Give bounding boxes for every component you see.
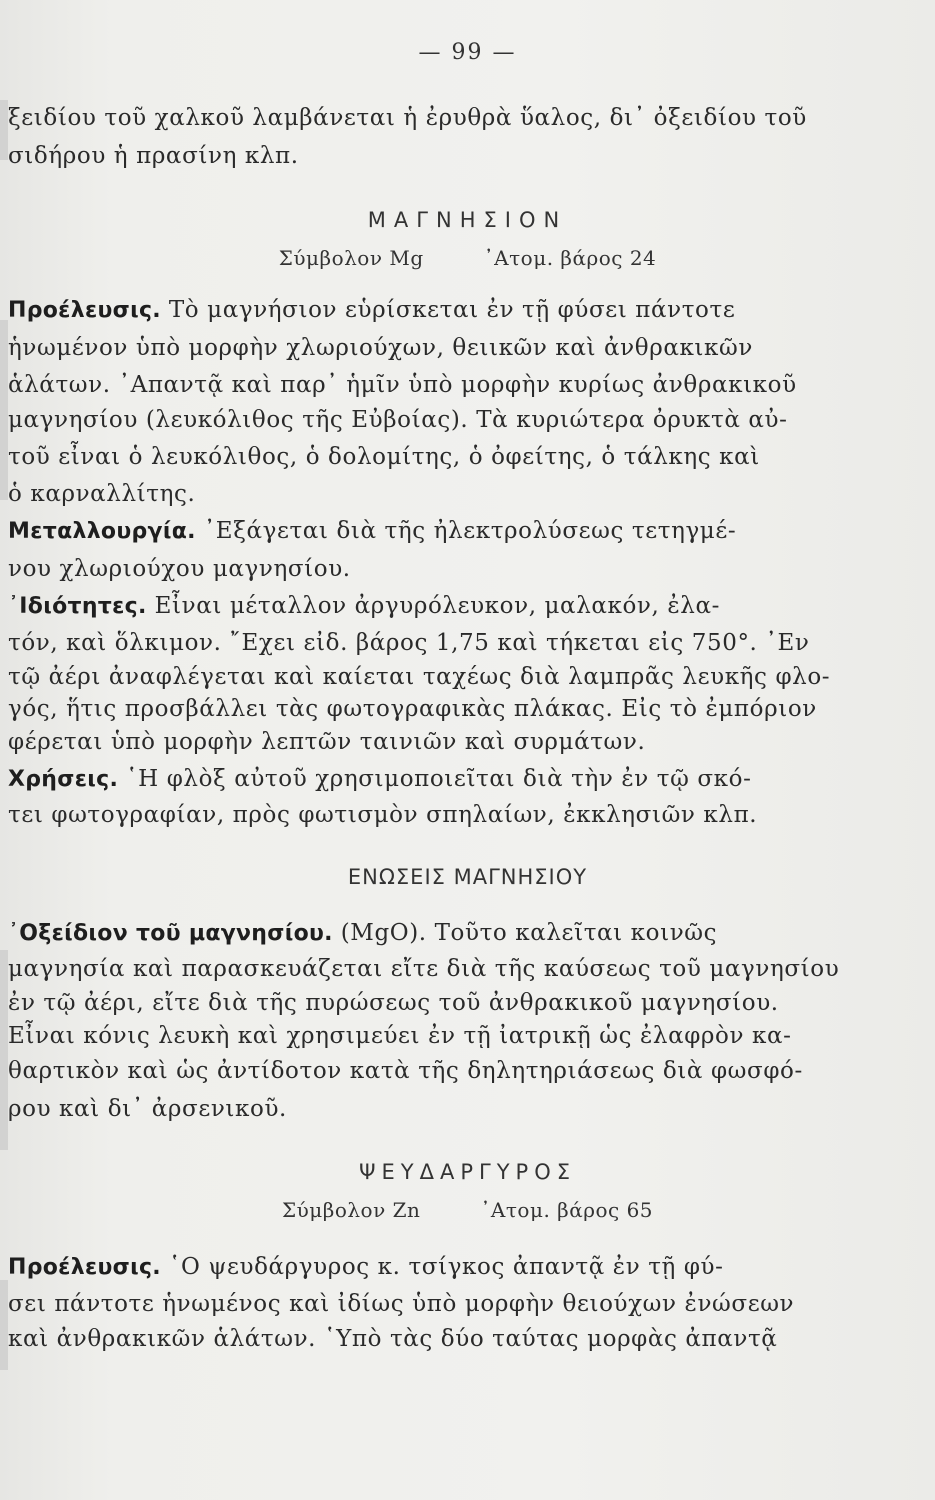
zinc-subheading (0, 1198, 935, 1222)
section-term: Προέλευσις. (8, 1255, 161, 1280)
text-line (8, 515, 808, 548)
text-line: ξειδίου τοῦ χαλκοῦ λαμβάνεται ἡ ἐρυθρὰ ὕαλος, δι᾿ ὀξειδίου τοῦ (8, 105, 807, 131)
text-line: σιδήρου ἡ πρασίνη κλπ. (8, 143, 299, 169)
line-text: τοῦ εἶναι ὁ λευκόλιθος, ὁ δολομίτης, ὁ ὀφείτης, ὁ τάλκης καὶ (8, 444, 760, 470)
text-line (8, 799, 808, 832)
section-term: Χρήσεις. (8, 767, 119, 792)
text-line (8, 369, 808, 402)
text-line (8, 726, 808, 759)
text-line (8, 1251, 808, 1284)
text-line (8, 441, 808, 474)
line-text: ἡνωμένον ὑπὸ μορφὴν χλωριούχων, θειικῶν καὶ ἀνθρακικῶν (8, 335, 753, 361)
text-line (8, 1288, 808, 1321)
text-line (8, 478, 808, 511)
line-text: μαγνησία καὶ παρασκευάζεται εἴτε διὰ τῆς καύσεως τοῦ μαγνησίου (8, 956, 840, 982)
text-line (8, 332, 808, 365)
compounds-heading: ΕΝΩΣΕΙΣ ΜΑΓΝΗΣΙΟΥ (347, 865, 588, 889)
zinc-heading: ΨΕΥΔΑΡΓΥΡΟΣ (358, 1160, 576, 1184)
line-text: ἐν τῷ ἀέρι, εἴτε διὰ τῆς πυρώσεως τοῦ ἀνθρακικοῦ μαγνησίου. (8, 990, 779, 1016)
text-line (8, 590, 808, 623)
section-term: Μεταλλουργία. (8, 519, 196, 544)
text-line (8, 1093, 808, 1126)
line-text: τόν, καὶ ὅλκιμον. ῎Εχει εἰδ. βάρος 1,75 καὶ τήκεται εἰς 750°. ᾿Εν (8, 630, 810, 656)
line-text: ᾿Εξάγεται διὰ τῆς ἠλεκτρολύσεως τετηγμέ- (195, 518, 737, 544)
line-text: νου χλωριούχου μαγνησίου. (8, 556, 351, 582)
text-line (8, 294, 808, 327)
line-text: θαρτικὸν καὶ ὡς ἀντίδοτον κατὰ τῆς δηλητηριάσεως διὰ φωσφό- (8, 1058, 803, 1084)
page-edge-shadow (0, 1280, 8, 1370)
line-text: γός, ἥτις προσβάλλει τὰς φωτογραφικὰς πλάκας. Εἰς τὸ ἐμπόριον (8, 696, 817, 722)
text-line (8, 627, 808, 660)
section-term: ᾿Οξείδιον τοῦ μαγνησίου. (8, 921, 333, 946)
line-text: ὁ καρναλλίτης. (8, 481, 196, 507)
line-text: φέρεται ὑπὸ μορφὴν λεπτῶν ταινιῶν καὶ συρμάτων. (8, 729, 646, 755)
line-text: ῾Ο ψευδάργυρος κ. τσίγκος ἀπαντᾷ ἐν τῇ φύ- (160, 1254, 724, 1280)
text-line (8, 1055, 808, 1088)
magnesium-heading: ΜΑΓΝΗΣΙΟΝ (367, 208, 568, 232)
line-text: καὶ ἀνθρακικῶν ἁλάτων. ῾Υπὸ τὰς δύο ταύτας μορφὰς ἀπαντᾷ (8, 1326, 778, 1352)
text-line (8, 661, 831, 694)
magnesium-symbol: Σύμβολον Mg (278, 246, 424, 270)
page-number: — 99 — (418, 40, 517, 65)
text-line (8, 953, 840, 986)
page-edge-shadow (0, 100, 8, 160)
line-text: τει φωτογραφίαν, πρὸς φωτισμὸν σπηλαίων, ἐκκλησιῶν κλπ. (8, 802, 758, 828)
text-line (8, 693, 817, 726)
text-line (8, 404, 808, 437)
line-text: Εἶναι μέταλλον ἀργυρόλευκον, μαλακόν, ἐλα- (146, 593, 720, 619)
page-edge-shadow (0, 320, 8, 500)
line-text: σει πάντοτε ἡνωμένος καὶ ἰδίως ὑπὸ μορφὴν θειούχων ἐνώσεων (8, 1291, 795, 1317)
magnesium-subheading (0, 246, 935, 270)
text-line (8, 1020, 808, 1053)
line-text: Τὸ μαγνήσιον εὑρίσκεται ἐν τῇ φύσει πάντοτε (160, 297, 736, 323)
line-text: ῾Η φλὸξ αὐτοῦ χρησιμοποιεῖται διὰ τὴν ἐν τῷ σκό- (118, 766, 752, 792)
text-line (8, 1323, 808, 1356)
section-term: ᾿Ιδιότητες. (8, 594, 147, 619)
line-text: ρου καὶ δι᾿ ἀρσενικοῦ. (8, 1096, 287, 1122)
text-line (8, 553, 808, 586)
text-line (8, 917, 808, 950)
line-text: (MgO). Τοῦτο καλεῖται κοινῶς (332, 920, 718, 946)
line-text: μαγνησίου (λευκόλιθος τῆς Εὐβοίας). Τὰ κυριώτερα ὀρυκτὰ αὐ- (8, 407, 788, 433)
zinc-symbol: Σύμβολον Zn (281, 1198, 421, 1222)
section-term: Προέλευσις. (8, 298, 161, 323)
text-line (8, 987, 808, 1020)
line-text: τῷ ἀέρι ἀναφλέγεται καὶ καίεται ταχέως διὰ λαμπρᾶς λευκῆς φλο- (8, 664, 831, 690)
text-line (8, 763, 808, 796)
page-edge-shadow (0, 950, 8, 1150)
line-text: Εἶναι κόνις λευκὴ καὶ χρησιμεύει ἐν τῇ ἰατρικῇ ὡς ἐλαφρὸν κα- (8, 1023, 792, 1049)
line-text: ἁλάτων. ᾿Απαντᾷ καὶ παρ᾿ ἡμῖν ὑπὸ μορφὴν κυρίως ἀνθρακικοῦ (8, 372, 797, 398)
magnesium-atomic-weight: ᾿Ατομ. βάρος 24 (483, 246, 657, 270)
zinc-atomic-weight: ᾿Ατομ. βάρος 65 (480, 1198, 654, 1222)
